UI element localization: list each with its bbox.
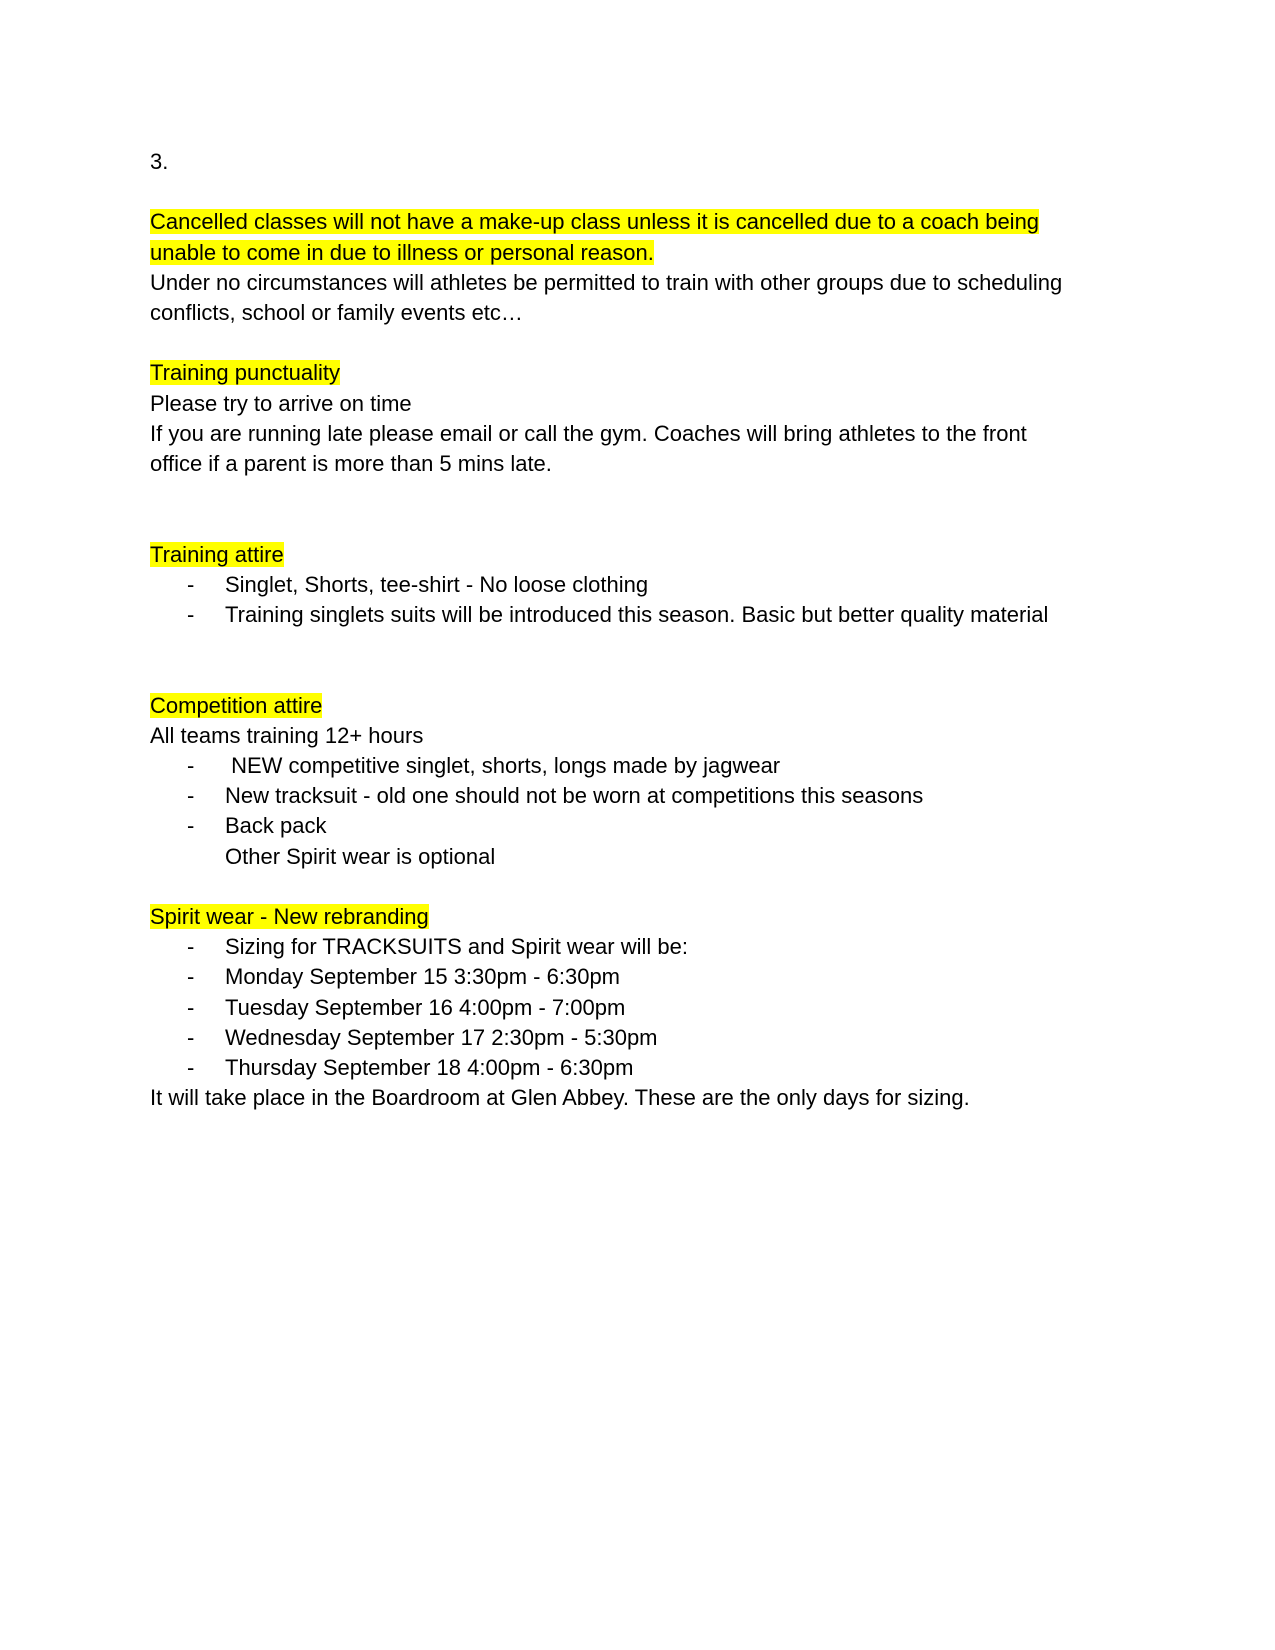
bullet-dash: - <box>187 1024 195 1050</box>
scheduling-policy-line-1: Under no circumstances will athletes be permitted to train with other groups due to scheduling <box>150 269 1063 295</box>
list-item: - NEW competitive singlet, shorts, longs made by jagwear <box>150 751 1150 781</box>
spirit-wear-section <box>150 902 1150 1113</box>
bullet-dash: - <box>187 783 195 809</box>
list-item: - Thursday September 18 4:00pm - 6:30pm <box>150 1053 1150 1083</box>
spirit-wear-heading: Spirit wear - New rebranding <box>150 903 429 929</box>
list-item: - Back pack <box>150 811 1150 841</box>
training-attire-list <box>150 570 1150 630</box>
training-punctuality-heading: Training punctuality <box>150 360 340 386</box>
bullet-dash: - <box>187 601 195 627</box>
bullet-dash: - <box>187 994 195 1020</box>
scheduling-policy-line-2: conflicts, school or family events etc… <box>150 300 523 325</box>
list-item: - Wednesday September 17 2:30pm - 5:30pm <box>150 1023 1150 1053</box>
cancelled-policy-highlight-1: Cancelled classes will not have a make-up class unless it is cancelled due to a coach being <box>150 209 1040 235</box>
spacer <box>150 872 1150 902</box>
bullet-dash: - <box>187 571 195 597</box>
document-page <box>150 147 1150 1113</box>
bullet-dash: - <box>187 752 195 778</box>
spacer <box>150 479 1150 539</box>
training-attire-section <box>150 540 1150 631</box>
punctuality-line-2: If you are running late please email or call the gym. Coaches will bring athletes to the front <box>150 420 1027 446</box>
spacer <box>150 328 1150 358</box>
training-punctuality-section <box>150 358 1150 479</box>
bullet-dash: - <box>187 934 195 960</box>
page-number: 3. <box>150 149 169 174</box>
list-item: - Training singlets suits will be introduced this season. Basic but better quality material <box>150 600 1150 630</box>
spacer <box>150 630 1150 690</box>
list-item: - New tracksuit - old one should not be worn at competitions this seasons <box>150 781 1150 811</box>
list-item: - Singlet, Shorts, tee-shirt - No loose clothing <box>150 570 1150 600</box>
punctuality-line-3: office if a parent is more than 5 mins late. <box>150 451 552 476</box>
bullet-dash: - <box>187 964 195 990</box>
training-attire-heading: Training attire <box>150 541 284 567</box>
bullet-dash: - <box>187 1054 195 1080</box>
list-item: - Tuesday September 16 4:00pm - 7:00pm <box>150 993 1150 1023</box>
spirit-wear-optional-note: Other Spirit wear is optional <box>225 843 496 869</box>
cancelled-policy-highlight-2: unable to come in due to illness or personal reason. <box>150 239 654 265</box>
spacer <box>150 177 1150 207</box>
sizing-schedule-list <box>150 932 1150 1083</box>
sizing-location-note: It will take place in the Boardroom at Glen Abbey. These are the only days for sizing. <box>150 1085 970 1111</box>
competition-attire-intro: All teams training 12+ hours <box>150 722 424 748</box>
competition-attire-section <box>150 691 1150 872</box>
cancelled-classes-section <box>150 207 1150 328</box>
punctuality-line-1: Please try to arrive on time <box>150 390 412 416</box>
competition-attire-list <box>150 751 1150 842</box>
list-item: - Sizing for TRACKSUITS and Spirit wear will be: <box>150 932 1150 962</box>
competition-attire-heading: Competition attire <box>150 692 323 718</box>
list-item: - Monday September 15 3:30pm - 6:30pm <box>150 962 1150 992</box>
bullet-dash: - <box>187 813 195 839</box>
